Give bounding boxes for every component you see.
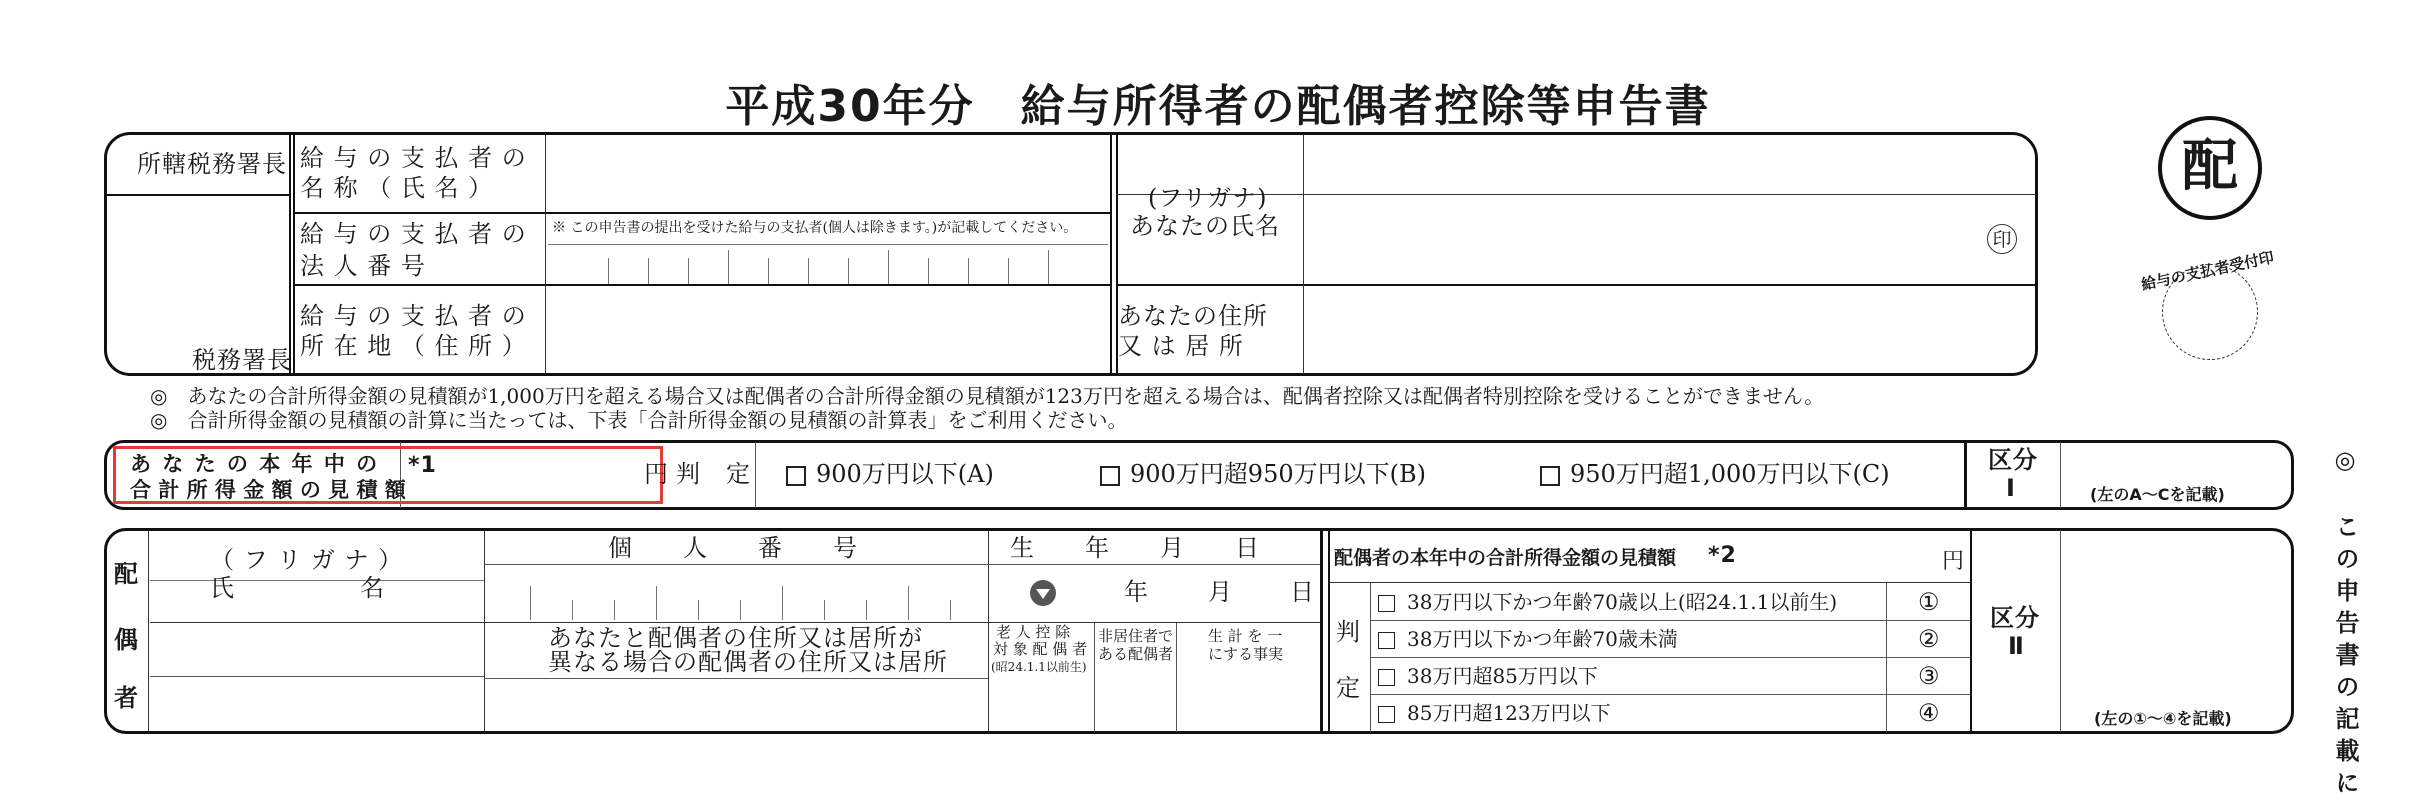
spouse-name-field[interactable] <box>150 678 482 730</box>
spouse-judge-label-1: 判 <box>1336 618 1361 646</box>
note-1: ◎ あなたの合計所得金額の見積額が1,000万円を超える場合又は配偶者の合計所得金額の見積額が123万円を超える場合は、配偶者控除又は配偶者特別控除を受けることができません。 <box>150 384 1825 408</box>
option-c-text: 950万円超1,000万円以下(C) <box>1570 460 1890 488</box>
form-type-stamp <box>2158 116 2262 220</box>
your-name-furigana-field[interactable] <box>1306 136 2034 192</box>
birth-month-label: 月 <box>1208 578 1233 606</box>
income-option-b[interactable] <box>1100 460 1426 488</box>
checkbox-a[interactable] <box>786 466 806 486</box>
livelihood-label-1: 生 計 を 一 <box>1208 627 1283 645</box>
spouse-furigana-field[interactable] <box>150 622 482 674</box>
income-ref: *1 <box>408 453 437 478</box>
spouse-income-field[interactable] <box>1740 532 1936 580</box>
spouse-option-4-mark: ④ <box>1918 699 1940 727</box>
livelihood-label-2: にする事実 <box>1208 645 1284 663</box>
payer-addr-label-1: 給 与 の 支 払 者 の <box>300 302 527 330</box>
elderly-field[interactable] <box>990 680 1092 730</box>
birth-year-label: 年 <box>1124 578 1149 606</box>
tax-office-label: 税務署長 <box>192 346 292 374</box>
spouse-option-2-text: 38万円以下かつ年齢70歳未満 <box>1407 627 1678 651</box>
payer-addr-label-2: 所 在 地 （ 住 所 ） <box>300 332 527 360</box>
note-2: ◎ 合計所得金額の見積額の計算に当たっては、下表「合計所得金額の見積額の計算表」をご利用ください。 <box>150 408 1128 432</box>
birth-label: 生 年 月 日 <box>1010 534 1260 562</box>
elderly-label-1: 老 人 控 除 <box>996 623 1071 641</box>
spouse-option-2[interactable] <box>1378 627 1678 651</box>
spouse-option-4[interactable] <box>1378 701 1611 725</box>
spouse-checkbox-4[interactable] <box>1378 706 1395 723</box>
income-label-1: あ な た の 本 年 中 の <box>130 452 380 476</box>
your-addr-label-2: 又 は 居 所 <box>1118 332 1244 360</box>
elderly-label-3: (昭24.1.1以前生) <box>991 660 1087 674</box>
income-judge-label: 判 定 <box>676 460 751 488</box>
form-title: 平成30年分 給与所得者の配偶者控除等申告書 <box>725 81 1711 132</box>
payer-name-label-1: 給 与 の 支 払 者 の <box>300 144 527 172</box>
nonresident-field[interactable] <box>1096 680 1174 730</box>
spouse-option-4-text: 85万円超123万円以下 <box>1407 701 1611 725</box>
spouse-option-3-text: 38万円超85万円以下 <box>1407 664 1598 688</box>
payer-corp-label-1: 給 与 の 支 払 者 の <box>300 220 527 248</box>
income-unit: 円 <box>644 460 669 488</box>
birth-day-label: 日 <box>1290 578 1315 606</box>
nonresident-label-1: 非居住者で <box>1098 627 1174 645</box>
spouse-side-label-1: 配 <box>114 560 139 588</box>
spouse-addr-label-2: 異なる場合の配偶者の住所又は居所 <box>548 648 948 676</box>
spouse-income-unit: 円 <box>1942 549 1966 574</box>
spouse-checkbox-1[interactable] <box>1378 595 1395 612</box>
your-name-field[interactable] <box>1306 197 2034 282</box>
seal-mark <box>1987 224 2017 254</box>
receipt-stamp-circle <box>2162 264 2258 360</box>
income-label-2: 合 計 所 得 金 額 の 見 積 額 <box>130 478 406 502</box>
spouse-addr-label-1: あなたと配偶者の住所又は居所が <box>548 624 923 652</box>
your-addr-field[interactable] <box>1306 288 2034 372</box>
income-option-a[interactable] <box>786 460 994 488</box>
receipt-stamp-label: 給与の支払者受付印 <box>2139 248 2276 294</box>
category-2-field[interactable] <box>2064 532 2288 702</box>
spouse-furigana-label: （ フ リ ガ ナ ） <box>210 546 404 574</box>
spouse-option-1[interactable] <box>1378 590 1837 614</box>
personal-number-field[interactable] <box>486 566 986 620</box>
form-type-stamp-char: 配 <box>2182 134 2238 199</box>
tax-office-chief-label: 所轄税務署長 <box>137 150 287 178</box>
spouse-judge-label-2: 定 <box>1336 674 1361 702</box>
spouse-side-label-2: 偶 <box>114 626 139 654</box>
option-a-text: 900万円以下(A) <box>816 460 994 488</box>
option-b-text: 900万円超950万円以下(B) <box>1130 460 1426 488</box>
furigana-label: (フリガナ) <box>1148 184 1268 212</box>
payer-name-label-2: 名 称 （ 氏 名 ） <box>300 174 494 202</box>
checkbox-c[interactable] <box>1540 466 1560 486</box>
seal-mark-text: 印 <box>1992 229 2012 251</box>
category-1-label: 区分 <box>1988 446 2038 474</box>
category-1-field[interactable] <box>2064 444 2288 484</box>
spouse-option-3-mark: ③ <box>1918 662 1940 690</box>
your-addr-label-1: あなたの住所 <box>1118 302 1268 330</box>
payer-corp-note: ※ この申告書の提出を受けた給与の支払者(個人は除きます。)が記載してください。 <box>552 220 1078 236</box>
spouse-side-label-3: 者 <box>114 684 139 712</box>
nonresident-label-2: ある配偶者 <box>1098 645 1174 663</box>
income-amount-field[interactable] <box>404 446 644 504</box>
spouse-income-ref: *2 <box>1708 543 1737 568</box>
personal-number-label: 個 人 番 号 <box>608 534 858 562</box>
spouse-option-2-mark: ② <box>1918 625 1940 653</box>
payer-name-field[interactable] <box>548 136 1108 210</box>
category-2-label: 区分 <box>1990 604 2040 632</box>
spouse-income-label: 配偶者の本年中の合計所得金額の見積額 <box>1334 547 1677 569</box>
payer-corp-number-field[interactable] <box>548 244 1108 282</box>
spouse-checkbox-3[interactable] <box>1378 669 1395 686</box>
birth-era-dropdown-icon[interactable] <box>1030 580 1056 606</box>
side-note: ◎ この申告書の記載に <box>2331 446 2359 802</box>
spouse-name-label: 氏 名 <box>210 574 385 602</box>
livelihood-field[interactable] <box>1178 680 1318 730</box>
category-2-note: (左の①～④を記載) <box>2094 709 2232 728</box>
payer-addr-field[interactable] <box>548 288 1108 372</box>
your-name-label: あなたの氏名 <box>1130 212 1280 240</box>
spouse-option-3[interactable] <box>1378 664 1598 688</box>
spouse-option-1-text: 38万円以下かつ年齢70歳以上(昭24.1.1以前生) <box>1407 590 1838 614</box>
elderly-label-2: 対 象 配 偶 者 <box>993 640 1088 658</box>
spouse-addr-field[interactable] <box>486 680 986 730</box>
income-option-c[interactable] <box>1540 460 1890 488</box>
spouse-option-1-mark: ① <box>1918 588 1940 616</box>
category-2-num: Ⅱ <box>2008 632 2025 660</box>
checkbox-b[interactable] <box>1100 466 1120 486</box>
spouse-checkbox-2[interactable] <box>1378 632 1395 649</box>
category-1-num: Ⅰ <box>2006 474 2016 502</box>
payer-corp-label-2: 法 人 番 号 <box>300 252 426 280</box>
category-1-note: (左のA～Cを記載) <box>2090 485 2225 504</box>
